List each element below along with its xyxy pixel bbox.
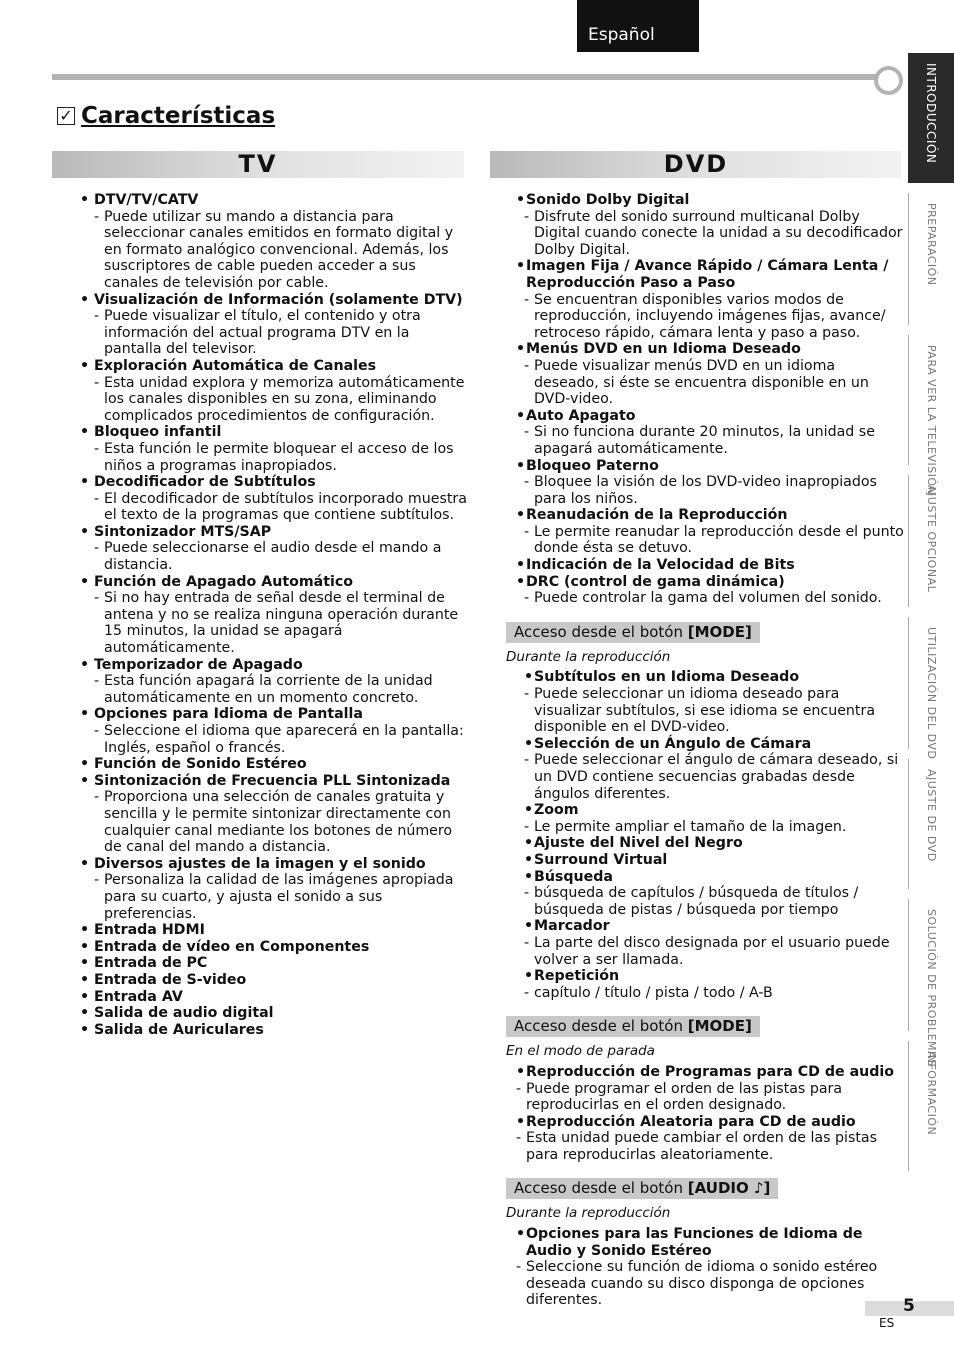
list-item — [80, 358, 468, 424]
list-item — [508, 1226, 904, 1309]
header-circle-ornament — [874, 66, 903, 95]
feature-heading — [80, 524, 468, 541]
feature-description — [516, 1081, 904, 1114]
feature-description — [516, 209, 904, 259]
feature-title: Subtítulos en un Idioma Deseado — [534, 669, 800, 686]
list-item — [516, 669, 904, 735]
feature-title: Opciones para las Funciones de Idioma de Audio y Sonido Estéreo — [526, 1226, 863, 1259]
bullet-icon: • — [80, 291, 90, 308]
feature-description-text: Puede controlar la gama del volumen del sonido. — [534, 590, 882, 607]
feature-title: Surround Virtual — [534, 851, 668, 868]
feature-heading — [80, 756, 468, 773]
feature-description-text: Proporciona una selección de canales gratuita y sencilla y le permite sintonizar directamente con cualquier canal mediante los botones de número de canal del mando a distancia. — [104, 789, 453, 856]
feature-description — [80, 441, 468, 474]
feature-title: Entrada de PC — [94, 955, 208, 972]
bullet-icon: • — [80, 922, 90, 939]
list-item — [80, 1022, 468, 1039]
feature-heading — [524, 869, 904, 886]
feature-heading — [516, 408, 904, 425]
feature-title: Auto Apagato — [526, 407, 636, 424]
list-item — [516, 574, 904, 607]
dvd-feature-list — [506, 192, 904, 1309]
feature-description-text: capítulo / título / pista / todo / A-B — [534, 984, 773, 1001]
dash-mark: - — [524, 686, 530, 703]
feature-description-text: El decodificador de subtítulos incorporado muestra el texto de la programas que contiene subtítulos. — [104, 490, 467, 524]
feature-title: Entrada AV — [94, 988, 183, 1005]
feature-description — [80, 590, 468, 656]
feature-heading — [80, 939, 468, 956]
list-item — [80, 922, 468, 939]
bullet-icon: • — [516, 1063, 526, 1080]
list-item — [80, 192, 468, 292]
section-spacer — [516, 607, 904, 613]
feature-title: Exploración Automática de Canales — [94, 357, 377, 374]
bullet-icon: • — [80, 772, 90, 789]
dash-mark: - — [524, 752, 530, 769]
feature-description-text: Le permite reanudar la reproducción desde el punto donde ésta se detuvo. — [534, 523, 904, 557]
feature-title: Entrada de vídeo en Componentes — [94, 938, 370, 955]
list-item — [516, 869, 904, 919]
feature-heading — [80, 1005, 468, 1022]
bullet-icon: • — [524, 851, 534, 868]
bullet-icon: • — [80, 1005, 90, 1022]
list-item — [80, 574, 468, 657]
feature-description — [80, 308, 468, 358]
bullet-icon: • — [80, 938, 90, 955]
dvd-banner: DVD — [490, 151, 902, 178]
dash-mark: - — [524, 208, 530, 225]
dash-mark: - — [524, 357, 530, 374]
list-item — [80, 474, 468, 524]
feature-description — [516, 1130, 904, 1163]
tv-feature-list — [80, 192, 468, 1038]
feature-heading — [80, 192, 468, 209]
bullet-icon: • — [516, 573, 526, 590]
feature-title: Sintonizador MTS/SAP — [94, 523, 272, 540]
dash-mark: - — [524, 424, 530, 441]
access-prefix: Acceso desde el botón — [514, 1179, 688, 1198]
access-prefix: Acceso desde el botón — [514, 1017, 688, 1036]
feature-title: Opciones para Idioma de Pantalla — [94, 706, 363, 723]
feature-heading — [516, 1114, 904, 1131]
nav-tab-label: PARA VER LA TELEVISIÓN — [925, 345, 938, 496]
bullet-icon: • — [516, 192, 526, 208]
bullet-icon: • — [524, 868, 534, 885]
feature-description-text: Puede visualizar menús DVD en un idioma deseado, si éste se encuentra disponible en un DVD-video. — [534, 357, 869, 408]
feature-heading — [524, 852, 904, 869]
feature-description — [524, 752, 904, 802]
feature-heading — [516, 341, 904, 358]
feature-heading — [80, 292, 468, 309]
feature-description — [516, 524, 904, 557]
feature-description — [80, 673, 468, 706]
section-items — [516, 669, 904, 1001]
access-label — [506, 1178, 778, 1199]
feature-heading — [80, 358, 468, 375]
feature-heading — [80, 989, 468, 1006]
feature-description — [516, 1259, 904, 1309]
bullet-icon: • — [80, 192, 90, 208]
feature-description-text: Disfrute del sonido surround multicanal Dolby Digital cuando conecte la unidad a su decodificador Dolby Digital. — [534, 208, 903, 258]
bullet-icon: • — [516, 557, 526, 574]
feature-title: Menús DVD en un Idioma Deseado — [526, 341, 801, 358]
feature-title: Sintonización de Frecuencia PLL Sintonizada — [94, 772, 451, 789]
list-item — [80, 989, 468, 1006]
feature-description — [524, 885, 904, 918]
feature-description-text: Se encuentran disponibles varios modos de reproducción, incluyendo imágenes fijas, avance/ retroceso rápido, cámara lenta y paso a paso. — [534, 291, 886, 341]
feature-heading — [524, 835, 904, 852]
nav-tab-label: INTRODUCCIÓN — [924, 63, 938, 164]
dash-mark: - — [516, 1080, 522, 1097]
feature-title: DTV/TV/CATV — [94, 192, 199, 208]
feature-title: Entrada de S-video — [94, 971, 247, 988]
dash-mark: - — [94, 540, 100, 557]
feature-heading — [516, 574, 904, 591]
feature-description-text: Esta función le permite bloquear el acceso de los niños a programas inapropiados. — [104, 440, 454, 474]
section-spacer — [516, 1001, 904, 1007]
list-item — [516, 408, 904, 458]
title-block — [57, 103, 275, 129]
dash-mark: - — [524, 984, 530, 1001]
feature-title: Entrada HDMI — [94, 922, 205, 939]
list-item — [80, 657, 468, 707]
feature-title: Función de Sonido Estéreo — [94, 756, 307, 773]
feature-description-text: Le permite ampliar el tamaño de la imagen. — [534, 818, 847, 835]
feature-description-text: Puede utilizar su mando a distancia para seleccionar canales emitidos en formato digital y en formato analógico convencional. Además, los suscriptores de cable pueden acceder a sus canales de televisión por cable. — [104, 208, 454, 291]
nav-tab-8[interactable] — [908, 1041, 954, 1171]
nav-tab-label: AJUSTE OPCIONAL — [925, 485, 938, 593]
feature-description — [524, 686, 904, 736]
dash-mark: - — [524, 590, 530, 607]
context-note: Durante la reproducción — [506, 1205, 671, 1222]
language-tab: Español — [577, 0, 699, 52]
list-item — [516, 507, 904, 557]
dash-mark: - — [94, 374, 100, 391]
list-item — [516, 557, 904, 574]
context-note: En el modo de parada — [506, 1043, 655, 1060]
bullet-icon: • — [524, 968, 534, 985]
feature-description — [80, 375, 468, 425]
bullet-icon: • — [524, 918, 534, 935]
nav-tab-1[interactable] — [908, 53, 954, 183]
feature-title: Imagen Fija / Avance Rápido / Cámara Lenta / Reproducción Paso a Paso — [526, 258, 889, 291]
feature-description-text: Puede seleccionar el ángulo de cámara deseado, si un DVD contiene secuencias grabadas desde ángulos diferentes. — [534, 752, 899, 802]
feature-title: Diversos ajustes de la imagen y el sonido — [94, 855, 426, 872]
feature-title: Marcador — [534, 918, 610, 935]
list-item — [80, 524, 468, 574]
feature-heading — [80, 574, 468, 591]
section-items — [508, 1226, 904, 1309]
list-item — [516, 835, 904, 852]
dash-mark: - — [524, 474, 530, 491]
feature-heading — [524, 802, 904, 819]
feature-heading — [80, 474, 468, 491]
page-title: Características — [81, 103, 276, 129]
bullet-icon: • — [80, 855, 90, 872]
feature-description-text: Personaliza la calidad de las imágenes apropiada para su cuarto, y ajusta el sonido a sus preferencias. — [104, 872, 454, 922]
dash-mark: - — [516, 1130, 522, 1147]
bullet-icon: • — [524, 735, 534, 752]
nav-tab-label: PREPARACIÓN — [925, 203, 938, 286]
access-label — [506, 622, 760, 643]
dash-mark: - — [94, 308, 100, 325]
dash-mark: - — [524, 818, 530, 835]
bullet-icon: • — [80, 573, 90, 590]
nav-tab-3[interactable] — [908, 335, 954, 496]
list-item — [516, 258, 904, 341]
list-item — [80, 706, 468, 756]
bullet-icon: • — [80, 424, 90, 441]
bullet-icon: • — [80, 706, 90, 723]
dash-mark: - — [524, 523, 530, 540]
list-item — [516, 802, 904, 835]
list-item — [80, 972, 468, 989]
bullet-icon: • — [516, 457, 526, 474]
bullet-icon: • — [516, 341, 526, 358]
access-label — [506, 1016, 760, 1037]
nav-tab-label: INFORMACIÓN — [925, 1051, 938, 1136]
feature-title: Zoom — [534, 802, 579, 819]
bullet-icon: • — [516, 258, 526, 275]
feature-description-text: Puede programar el orden de las pistas para reproducirlas en el orden designado. — [526, 1080, 843, 1114]
bullet-icon: • — [80, 756, 90, 773]
feature-description — [80, 723, 468, 756]
bullet-icon: • — [80, 474, 90, 491]
feature-description-text: Puede visualizar el título, el contenido y otra información del actual programa DTV en la pantalla del televisor. — [104, 308, 421, 358]
bullet-icon: • — [516, 407, 526, 424]
list-item — [516, 852, 904, 869]
nav-tab-5[interactable] — [908, 617, 954, 760]
feature-title: Bloqueo Paterno — [526, 457, 659, 474]
list-item — [508, 1064, 904, 1114]
feature-title: Bloqueo infantil — [94, 424, 222, 441]
bullet-icon: • — [80, 988, 90, 1005]
feature-heading — [80, 955, 468, 972]
section-items — [508, 1064, 904, 1164]
feature-description — [516, 474, 904, 507]
feature-heading — [516, 1226, 904, 1259]
feature-description — [80, 789, 468, 855]
feature-description — [80, 540, 468, 573]
feature-description — [516, 358, 904, 408]
feature-title: Salida de audio digital — [94, 1005, 274, 1022]
feature-title: Ajuste del Nivel del Negro — [534, 835, 743, 852]
feature-description-text: La parte del disco designada por el usuario puede volver a ser llamada. — [534, 934, 890, 968]
feature-description — [80, 209, 468, 292]
feature-description — [516, 424, 904, 457]
feature-heading — [80, 922, 468, 939]
context-note: Durante la reproducción — [506, 648, 671, 665]
dash-mark: - — [94, 789, 100, 806]
feature-title: Temporizador de Apagado — [94, 656, 303, 673]
nav-tab-2[interactable] — [908, 193, 954, 325]
bullet-icon: • — [80, 971, 90, 988]
feature-description-text: Bloquee la visión de los DVD-video inapropiados para los niños. — [534, 474, 877, 507]
nav-tab-label: SOLUCIÓN DE PROBLEMAS — [925, 909, 938, 1067]
feature-heading — [80, 1022, 468, 1039]
feature-heading — [516, 192, 904, 209]
feature-description — [80, 872, 468, 922]
bullet-icon: • — [516, 507, 526, 524]
feature-description — [80, 491, 468, 524]
feature-description-text: Esta unidad explora y memoriza automáticamente los canales disponibles en su zona, eliminando complicados procedimientos de configuración. — [104, 374, 465, 424]
dash-mark: - — [524, 291, 530, 308]
feature-title: Decodificador de Subtítulos — [94, 474, 316, 491]
bullet-icon: • — [80, 357, 90, 374]
nav-tab-4[interactable] — [908, 475, 954, 607]
feature-title: Selección de un Ángulo de Cámara — [534, 735, 812, 752]
list-item — [80, 1005, 468, 1022]
dash-mark: - — [524, 934, 530, 951]
feature-heading — [80, 856, 468, 873]
feature-description-text: Si no hay entrada de señal desde el terminal de antena y no se realiza ninguna operación durante 15 minutos, la unidad se apagará automáticamente. — [104, 590, 459, 657]
dash-mark: - — [94, 723, 100, 739]
list-item — [80, 955, 468, 972]
feature-description-text: Seleccione el idioma que aparecerá en la pantalla: Inglés, español o francés. — [104, 723, 464, 756]
feature-heading — [516, 507, 904, 524]
dash-mark: - — [94, 490, 100, 507]
list-item — [80, 292, 468, 358]
list-item — [516, 341, 904, 407]
feature-title: Visualización de Información (solamente DTV) — [94, 291, 463, 308]
feature-description — [524, 819, 904, 836]
bullet-icon: • — [80, 656, 90, 673]
list-item — [80, 424, 468, 474]
bullet-icon: • — [80, 523, 90, 540]
feature-title: Búsqueda — [534, 868, 613, 885]
feature-heading — [524, 736, 904, 753]
dash-mark: - — [516, 1259, 522, 1276]
feature-heading — [524, 918, 904, 935]
feature-description — [516, 590, 904, 607]
dash-mark: - — [94, 872, 100, 889]
feature-description-text: Esta función apagará la corriente de la unidad automáticamente en un momento concreto. — [104, 673, 433, 706]
feature-description-text: Puede seleccionar un idioma deseado para visualizar subtítulos, si ese idioma se encuentra disponible en el DVD-video. — [534, 686, 876, 736]
bullet-icon: • — [524, 802, 534, 819]
list-item — [516, 918, 904, 968]
feature-title: Repetición — [534, 968, 620, 985]
list-item — [80, 856, 468, 922]
page-language-code: ES — [879, 1316, 895, 1330]
dash-mark: - — [94, 590, 100, 607]
nav-tab-6[interactable] — [908, 759, 954, 889]
feature-heading — [524, 669, 904, 686]
dash-mark: - — [94, 440, 100, 457]
dash-mark: - — [94, 208, 100, 225]
feature-heading — [80, 706, 468, 723]
header-rule — [52, 74, 877, 80]
feature-description-text: Seleccione su función de idioma o sonido estéreo deseada cuando su disco disponga de opciones diferentes. — [526, 1259, 878, 1309]
checkbox-icon: ✓ — [57, 107, 75, 125]
bullet-icon: • — [524, 835, 534, 852]
feature-heading — [524, 968, 904, 985]
feature-title: Indicación de la Velocidad de Bits — [526, 557, 795, 574]
bullet-icon: • — [80, 1021, 90, 1038]
list-item — [80, 756, 468, 773]
bullet-icon: • — [516, 1226, 526, 1243]
bullet-icon: • — [80, 955, 90, 972]
feature-title: Función de Apagado Automático — [94, 573, 354, 590]
feature-title: Sonido Dolby Digital — [526, 192, 690, 208]
list-item — [80, 773, 468, 856]
nav-tab-7[interactable] — [908, 899, 954, 1067]
feature-heading — [516, 1064, 904, 1081]
feature-heading — [80, 657, 468, 674]
access-key: [MODE] — [687, 622, 752, 641]
bullet-icon: • — [524, 669, 534, 686]
access-key: [AUDIO ♪] — [687, 1179, 771, 1198]
dash-mark: - — [524, 885, 530, 902]
feature-heading — [80, 424, 468, 441]
nav-tab-label: AJUSTE DE DVD — [925, 769, 938, 862]
feature-description — [524, 985, 904, 1002]
section-spacer — [516, 1163, 904, 1169]
list-item — [80, 939, 468, 956]
tv-banner: TV — [52, 151, 464, 178]
feature-description — [516, 292, 904, 342]
bullet-icon: • — [516, 1113, 526, 1130]
feature-heading — [516, 557, 904, 574]
list-item — [516, 968, 904, 1001]
feature-heading — [80, 773, 468, 790]
feature-description-text: búsqueda de capítulos / búsqueda de títulos / búsqueda de pistas / búsqueda por tiempo — [534, 885, 859, 918]
list-item — [516, 736, 904, 802]
feature-title: Reproducción Aleatoria para CD de audio — [526, 1113, 856, 1130]
feature-heading — [80, 972, 468, 989]
feature-description-text: Esta unidad puede cambiar el orden de las pistas para reproducirlas aleatoriamente. — [526, 1130, 877, 1163]
nav-tab-label: UTILIZACIÓN DEL DVD — [925, 627, 938, 760]
feature-title: Salida de Auriculares — [94, 1021, 264, 1038]
feature-description — [524, 935, 904, 968]
list-item — [516, 458, 904, 508]
list-item — [508, 1114, 904, 1164]
feature-title: Reproducción de Programas para CD de audio — [526, 1063, 895, 1080]
feature-heading — [516, 458, 904, 475]
list-item — [516, 192, 904, 258]
feature-title: Reanudación de la Reproducción — [526, 507, 788, 524]
feature-title: DRC (control de gama dinámica) — [526, 573, 785, 590]
page-number: 5 — [903, 1296, 915, 1316]
access-key: [MODE] — [687, 1017, 752, 1036]
feature-description-text: Puede seleccionarse el audio desde el mando a distancia. — [104, 540, 442, 574]
feature-description-text: Si no funciona durante 20 minutos, la unidad se apagará automáticamente. — [534, 424, 875, 457]
dash-mark: - — [94, 673, 100, 690]
feature-heading — [516, 258, 904, 291]
access-prefix: Acceso desde el botón — [514, 622, 688, 641]
